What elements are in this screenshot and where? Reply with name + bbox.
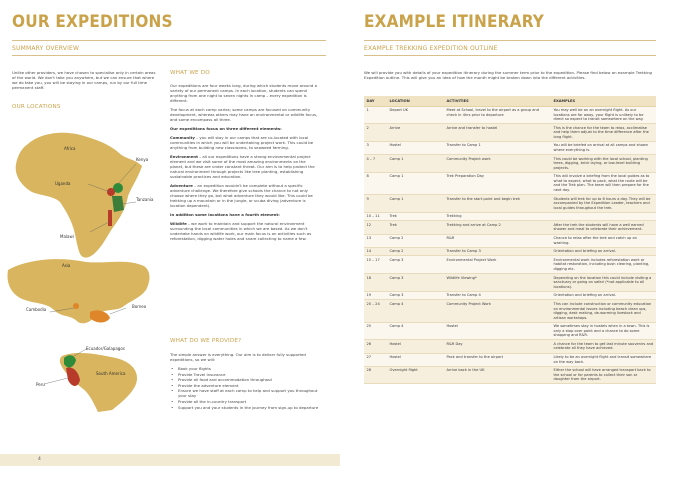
itinerary-subtitle-divider xyxy=(364,55,656,56)
examples-cell: You will be briefed on arrival at all camps and shown where everything is. xyxy=(551,141,656,154)
day-cell: 3 xyxy=(364,141,387,154)
table-row xyxy=(364,366,656,384)
table-row xyxy=(364,340,656,353)
examples-cell: We sometimes stay in hostels when in a town. This is only a stop over point and a chance to do some shopping and R&R. xyxy=(551,322,656,340)
what-we-provide-body xyxy=(170,352,320,410)
map-label-kenya: Kenya xyxy=(136,157,149,162)
day-cell: 15 – 17 xyxy=(364,256,387,274)
environment-paragraph xyxy=(170,154,320,179)
itinerary-subtitle: EXAMPLE TREKKING EXPEDITION OUTLINE xyxy=(364,45,498,52)
examples-cell: This can include construction or community education on environmental issues including beach clean ups, digging, desk making, de-worming livestock and artisan workshops. xyxy=(551,300,656,322)
itinerary-intro: We will provide you with details of your expedition itinerary during the summer term prior to the expedition. Please find below an example Trekking Expedition outline. This will give you an idea of how the month might be broken down into the different activities. xyxy=(364,70,653,80)
table-row xyxy=(364,155,656,173)
table-row xyxy=(364,234,656,247)
itinerary-table xyxy=(364,96,656,384)
list-item: • Provide Travel Insurance xyxy=(170,372,320,377)
examples-cell: After the trek the students will have a well earned shower and meal to celebrate their achievement. xyxy=(551,221,656,234)
examples-cell: Likely to be an overnight flight and transit somewhere on the way back. xyxy=(551,353,656,366)
list-item: • Ensure we have staff at each camp to help and support you throughout your stay xyxy=(170,388,320,398)
subtitle-divider xyxy=(12,55,326,56)
day-cell: 18 xyxy=(364,274,387,292)
map-label-malawi: Malawi xyxy=(60,234,74,239)
activities-cell: Community Project work xyxy=(444,155,551,173)
adventure-text: – an expedition wouldn't be complete without a specific adventure challenge. We therefore give schools the chance to not only choose where they go, but what adventure they would like. This could be trekking up a mountain or in the jungle, or scuba diving (adventure is location dependent). xyxy=(170,183,313,208)
locations-map xyxy=(6,122,156,412)
activities-cell: Pack and transfer to the airport xyxy=(444,353,551,366)
table-row xyxy=(364,124,656,142)
table-row xyxy=(364,194,656,212)
activities-cell: Arrive back in the UK xyxy=(444,366,551,384)
provide-intro: The simple answer is everything. Our aim is to deliver fully supported expeditions, so we will: xyxy=(170,352,306,362)
day-cell: 8 xyxy=(364,172,387,194)
activities-cell: Trekking xyxy=(444,212,551,221)
list-item: • Provide the adventure element xyxy=(170,383,320,388)
day-cell: 10 – 11 xyxy=(364,212,387,221)
day-cell: 4 – 7 xyxy=(364,155,387,173)
table-row xyxy=(364,353,656,366)
map-label-cambodia: Cambodia xyxy=(26,307,47,312)
column-header-examples: EXAMPLES xyxy=(551,96,656,106)
location-cell: Camp 1 xyxy=(387,194,444,212)
africa-map-shape xyxy=(16,133,142,258)
examples-cell: This is the chance for the team to relax, acclimatise and help them adjust to the time difference after the long flight. xyxy=(551,124,656,142)
activities-cell: Arrive and transfer to hostel xyxy=(444,124,551,142)
location-cell: Overnight flight xyxy=(387,366,444,384)
examples-cell: Orientation and briefing on arrival. xyxy=(551,247,656,256)
wildlife-text: – we work to maintain and support the natural environment surrounding the local communities in which we are based. As we don't undertake hands on wildlife work, our main focus is on activities such as reforestation, digging water holes and snare collecting to name a few. xyxy=(170,221,312,241)
location-cell: Camp 2 xyxy=(387,234,444,247)
page-number: 4 xyxy=(38,457,41,462)
examples-cell: Either the school will have arranged transport back to the school or for parents to collect their son or daughter from the airport. xyxy=(551,366,656,384)
intro-paragraph: Unlike other providers, we have chosen to specialise only in certain areas of the world. We don't take you anywhere, but we can ensure that where we do take you, you will be staying in our camps, run by our full time permanent staff. xyxy=(12,70,156,90)
day-cell: 20 – 24 xyxy=(364,300,387,322)
location-cell: Camp 4 xyxy=(387,322,444,340)
map-label-peru: Peru xyxy=(36,382,45,387)
column-header-location: LOCATION xyxy=(387,96,444,106)
day-cell: 14 xyxy=(364,247,387,256)
activities-cell: Hostel xyxy=(444,322,551,340)
page-title: OUR EXPEDITIONS xyxy=(12,12,173,32)
day-cell: 27 xyxy=(364,353,387,366)
map-label-africa: Africa xyxy=(64,146,76,151)
examples-cell: Environmental work includes reforestation work or habitat restoration, including bush clearing, planting, digging etc. xyxy=(551,256,656,274)
table-row xyxy=(364,172,656,194)
activities-cell: Transfer to Camp 3 xyxy=(444,247,551,256)
three-elements-heading: Our expeditions focus on three different elements: xyxy=(170,126,282,131)
location-cell: Trek xyxy=(387,212,444,221)
column-header-activities: ACTIVITIES xyxy=(444,96,551,106)
activities-cell: Community Project Work xyxy=(444,300,551,322)
table-row xyxy=(364,274,656,292)
list-item: • Provide all the in-country transport xyxy=(170,399,320,404)
section-subtitle: SUMMARY OVERVIEW xyxy=(12,45,80,52)
day-cell: 1 xyxy=(364,106,387,124)
table-row xyxy=(364,256,656,274)
list-item: • Provide all food and accommodation throughout xyxy=(170,377,320,382)
table-row xyxy=(364,221,656,234)
footer-bar xyxy=(0,454,340,466)
activities-cell: Transfer to Camp 4 xyxy=(444,291,551,300)
list-item: • Book your flights xyxy=(170,366,320,371)
map-label-south-america: South America xyxy=(96,371,126,376)
examples-cell: Students will trek for up to 6 hours a day. They will be accompanied by the Expedition Leader, teachers and local guides throughout the trek. xyxy=(551,194,656,212)
map-label-ecuador: Ecuador/Galapagos xyxy=(86,346,125,351)
uganda-marker xyxy=(107,188,115,196)
examples-cell: Depending on the location this could include visiting a sanctuary or going on safari (*not applicable to all locations). xyxy=(551,274,656,292)
day-cell: 28 xyxy=(364,366,387,384)
title-divider xyxy=(12,40,326,41)
table-header-row xyxy=(364,96,656,106)
location-cell: Camp 4 xyxy=(387,300,444,322)
map-label-borneo: Borneo xyxy=(132,304,147,309)
provide-list xyxy=(170,366,320,410)
location-cell: Trek xyxy=(387,221,444,234)
day-cell: 2 xyxy=(364,124,387,142)
day-cell: 26 xyxy=(364,340,387,353)
asia-map-shape xyxy=(8,259,150,323)
examples-cell: Chance to relax after the trek and catch up on washing. xyxy=(551,234,656,247)
table-row xyxy=(364,141,656,154)
location-cell: Hostel xyxy=(387,353,444,366)
table-row xyxy=(364,247,656,256)
examples-cell: You may well be on an overnight flight. As our locations are far away, your flight is unlikely to be direct so expect to transit somewhere on the way. xyxy=(551,106,656,124)
day-cell: 19 xyxy=(364,291,387,300)
what-we-do-p1: Our expeditions are four weeks long, during which students move around a variety of our permanent camps. In each location, students can spend anything from one night to seven nights in camp – every expedition is different. xyxy=(170,83,317,103)
environment-label: Environment xyxy=(170,154,198,159)
activities-cell: Environmental Project Work xyxy=(444,256,551,274)
itinerary-title: EXAMPLE ITINERARY xyxy=(364,12,545,32)
environment-text: – all our expeditions have a strong environmental project element and we visit some of the most amazing environments on the planet, but these are under constant threat. Our aim is to help protect the natural environment through projects like tree planting, establishing sustainable practices and education. xyxy=(170,154,315,179)
location-cell: Hostel xyxy=(387,141,444,154)
location-cell: Camp 3 xyxy=(387,291,444,300)
examples-cell: Orientation and briefing on arrival. xyxy=(551,291,656,300)
activities-cell: Meet at School, travel to the airport as a group and check in 4hrs prior to departure xyxy=(444,106,551,124)
locations-heading: OUR LOCATIONS xyxy=(12,104,61,110)
activities-cell: R&R xyxy=(444,234,551,247)
examples-cell: This will involve a briefing from the local guides as to what to expect, what to pack, what the route will be and the Trek plan. The team will then prepare for the next day. xyxy=(551,172,656,194)
table-row xyxy=(364,300,656,322)
day-cell: 25 xyxy=(364,322,387,340)
map-label-tanzania: Tanzania xyxy=(136,197,154,202)
activities-cell: Trek Preparation Day xyxy=(444,172,551,194)
location-cell: Hostel xyxy=(387,340,444,353)
day-cell: 12 xyxy=(364,221,387,234)
map-label-asia: Asia xyxy=(62,263,71,268)
adventure-label: Adventure xyxy=(170,183,193,188)
malawi-marker xyxy=(108,210,112,226)
location-cell: Camp 1 xyxy=(387,155,444,173)
activities-cell: Transfer to Camp 1 xyxy=(444,141,551,154)
activities-cell: R&R Day xyxy=(444,340,551,353)
activities-cell: Wildlife Viewing* xyxy=(444,274,551,292)
what-we-provide-heading: WHAT DO WE PROVIDE? xyxy=(170,338,242,344)
table-row xyxy=(364,212,656,221)
wildlife-label: Wildlife xyxy=(170,221,187,226)
wildlife-paragraph xyxy=(170,221,320,241)
itinerary-title-divider xyxy=(364,40,656,41)
examples-cell: This could be working with the local school, planting trees, digging, brick laying, or low-level building projects. xyxy=(551,155,656,173)
community-label: Community xyxy=(170,135,195,140)
table-row xyxy=(364,291,656,300)
community-paragraph xyxy=(170,135,320,150)
examples-cell xyxy=(551,212,656,221)
map-label-uganda: Uganda xyxy=(55,181,71,186)
activities-cell: Transfer to the start point and begin trek xyxy=(444,194,551,212)
location-cell: Depart UK xyxy=(387,106,444,124)
what-we-do-body xyxy=(170,83,320,245)
community-text: – you will stay in our camps that are co-located with local communities in which you will be undertaking project work. This could be anything from building new classrooms, to seaweed farming. xyxy=(170,135,314,150)
table-row xyxy=(364,322,656,340)
fourth-element-heading: In addition some locations have a fourth element: xyxy=(170,212,280,217)
list-item: • Support you and your students in the journey from sign-up to departure xyxy=(170,405,320,410)
adventure-paragraph xyxy=(170,183,320,208)
table-row xyxy=(364,106,656,124)
day-cell: 13 xyxy=(364,234,387,247)
activities-cell: Trekking and arrive at Camp 2 xyxy=(444,221,551,234)
location-cell: Arrive xyxy=(387,124,444,142)
day-cell: 9 xyxy=(364,194,387,212)
what-we-do-heading: WHAT WE DO xyxy=(170,70,210,76)
what-we-do-p2: The focus at each camp varies; some camps are focused on community development, whereas others may have an environmental or wildlife focus, and some encompass all three. xyxy=(170,107,318,122)
borneo-marker xyxy=(90,310,110,322)
location-cell: Camp 3 xyxy=(387,256,444,274)
location-cell: Camp 2 xyxy=(387,247,444,256)
location-cell: Camp 1 xyxy=(387,172,444,194)
location-cell: Camp 3 xyxy=(387,274,444,292)
column-header-day: DAY xyxy=(364,96,387,106)
examples-cell: A chance for the team to get last minute souvenirs and celebrate all they have achieved. xyxy=(551,340,656,353)
